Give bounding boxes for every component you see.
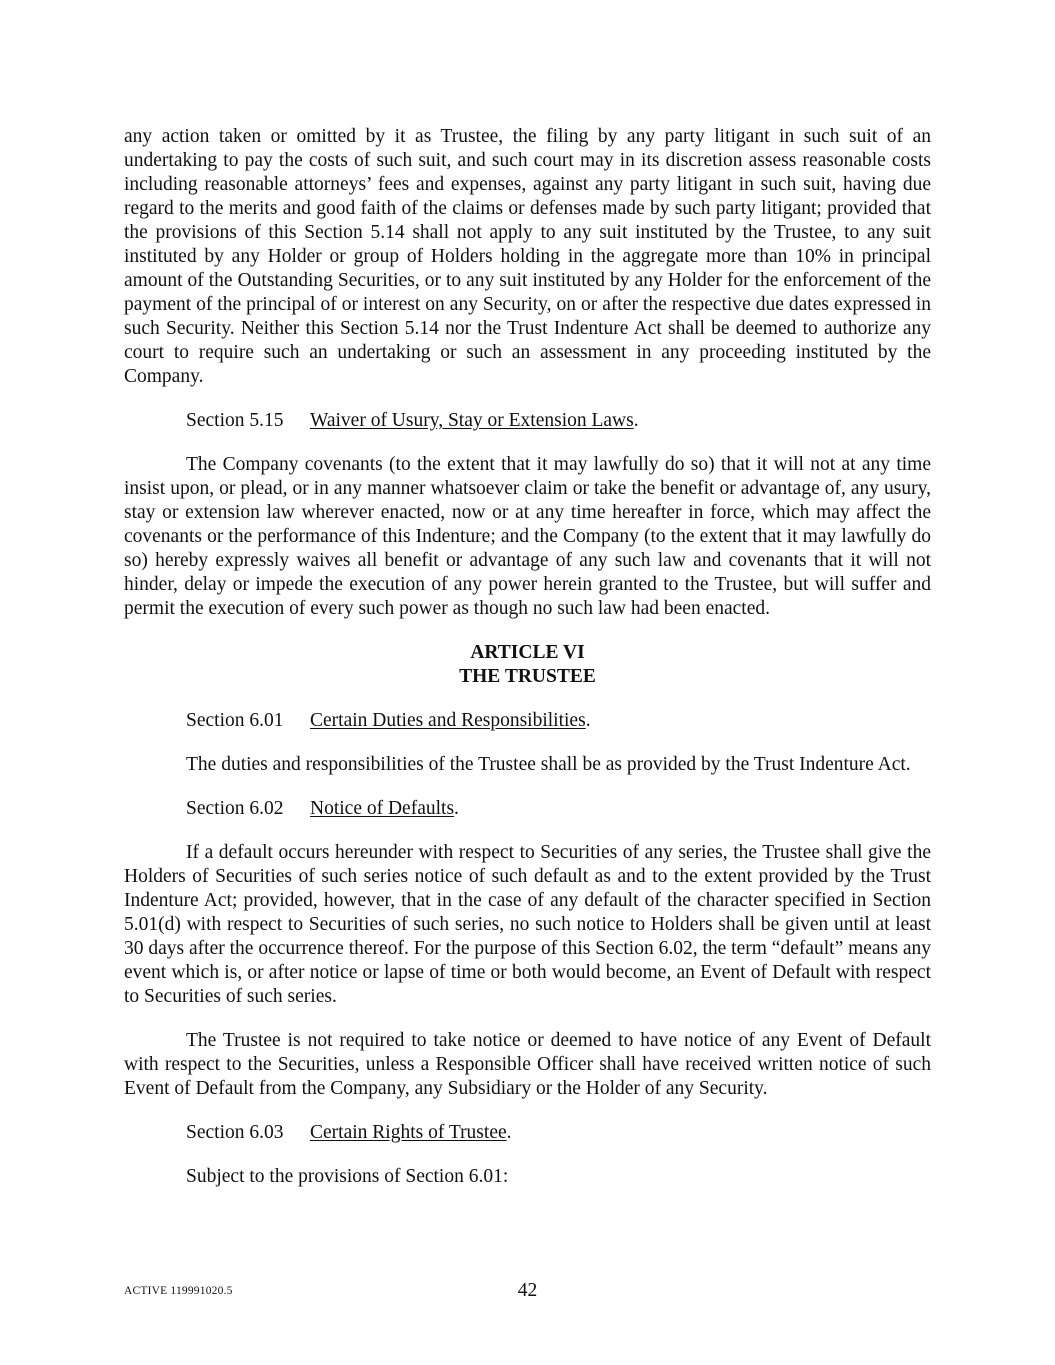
section-title-period: .	[506, 1122, 512, 1143]
section-heading-5-15	[124, 409, 931, 433]
document-page	[124, 125, 931, 1209]
paragraph-section-6-02-b: The Trustee is not required to take notice or deemed to have notice of any Event of Default with respect to the Securities, unless a Responsible Officer shall have received written notice of such Event of Default from the Company, any Subsidiary or the Holder of any Security.	[124, 1030, 931, 1099]
paragraph-section-6-03: Subject to the provisions of Section 6.01:	[186, 1166, 509, 1187]
paragraph-section-5-15: The Company covenants (to the extent that it may lawfully do so) that it will not at any time insist upon, or plead, or in any manner whatsoever claim or take the benefit or advantage of, any usury, stay or extension law wherever enacted, now or at any time hereafter in force, which may affect the covenants or the performance of this Indenture; and the Company (to the extent that it may lawfully do so) hereby expressly waives all benefit or advantage of any such law and covenants that it will not hinder, delay or impede the execution of any power herein granted to the Trustee, but will suffer and permit the execution of every such power as though no such law had been enacted.	[124, 454, 931, 619]
paragraph-section-6-02-a: If a default occurs hereunder with respect to Securities of any series, the Trustee shall give the Holders of Securities of such series notice of such default as and to the extent provided by the Trust Indenture Act; provided, however, that in the case of any default of the character specified in Section 5.01(d) with respect to Securities of such series, no such notice to Holders shall be given until at least 30 days after the occurrence thereof. For the purpose of this Section 6.02, the term “default” means any event which is, or after notice or lapse of time or both would become, an Event of Default with respect to Securities of such series.	[124, 842, 931, 1007]
section-heading-6-03	[124, 1121, 931, 1145]
section-title: Certain Rights of Trustee	[310, 1122, 507, 1143]
paragraph-section-6-01: The duties and responsibilities of the Trustee shall be as provided by the Trust Indenture Act.	[186, 754, 911, 775]
section-number: Section 6.01	[186, 710, 284, 731]
section-heading-6-01	[124, 709, 931, 733]
article-number: ARTICLE VI	[470, 642, 585, 663]
footer-document-id: ACTIVE 119991020.5	[124, 1285, 233, 1297]
section-heading-6-02	[124, 797, 931, 821]
paragraph-section-5-14-continued: any action taken or omitted by it as Trustee, the filing by any party litigant in such suit of an undertaking to pay the costs of such suit, and such court may in its discretion assess reasonable costs including reasonable attorneys’ fees and expenses, against any party litigant in such suit, having due regard to the merits and good faith of the claims or defenses made by such party litigant; provided that the provisions of this Section 5.14 shall not apply to any suit instituted by the Trustee, to any suit instituted by any Holder or group of Holders holding in the aggregate more than 10% in principal amount of the Outstanding Securities, or to any suit instituted by any Holder for the enforcement of the payment of the principal of or interest on any Security, on or after the respective due dates expressed in such Security. Neither this Section 5.14 nor the Trust Indenture Act shall be deemed to authorize any court to require such an undertaking or such an assessment in any proceeding instituted by the Company.	[124, 126, 931, 387]
footer-page-number: 42	[517, 1280, 538, 1301]
section-title: Waiver of Usury, Stay or Extension Laws	[310, 410, 634, 431]
section-title: Notice of Defaults	[310, 798, 455, 819]
section-number: Section 5.15	[186, 410, 284, 431]
article-title: THE TRUSTEE	[459, 666, 596, 687]
section-title-period: .	[585, 710, 591, 731]
section-title-period: .	[633, 410, 639, 431]
section-title: Certain Duties and Responsibilities	[310, 710, 586, 731]
section-title-period: .	[454, 798, 459, 819]
section-number: Section 6.03	[186, 1122, 284, 1143]
section-number: Section 6.02	[186, 798, 284, 819]
article-heading	[124, 641, 931, 689]
